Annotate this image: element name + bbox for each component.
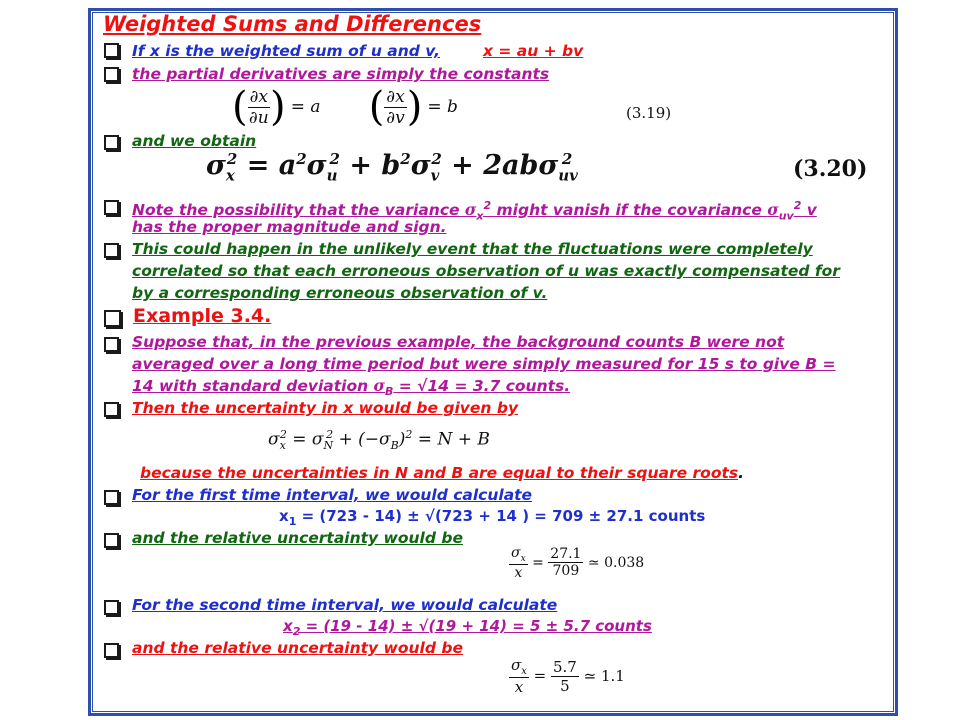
bullet-9: For the first time interval, we would calculate (132, 486, 533, 504)
x1-equation (279, 507, 705, 528)
rel1-res: ≃ 0.038 (583, 554, 645, 571)
eq320-label: (3.20) (793, 156, 868, 182)
bullet-2: the partial derivatives are simply the constants (132, 65, 550, 83)
eqb-sq: 2 (279, 428, 287, 441)
checkbox-bullet-icon (104, 402, 119, 417)
rel1-num: σ (511, 545, 521, 561)
x2-sub: 2 (292, 625, 301, 638)
eq319-label: (3.19) (626, 104, 672, 122)
eq319-den2: ∂v (386, 107, 405, 128)
eqb-d: ) (398, 429, 406, 450)
bullet-1-text: If x is the weighted sum of u and v, (132, 42, 441, 60)
equation-3-20: $\sigma_x^2 = a^2\sigma_u^2 + b^2\sigma_v^2 + 2ab\sigma_{uv}^2$ (206, 150, 578, 185)
example-heading: Example 3.4. (133, 305, 272, 327)
bullet-1 (132, 40, 440, 62)
b4-text-c: v (801, 201, 817, 220)
b4-sub-1: x (476, 209, 484, 223)
rel2-fden: 5 (560, 676, 570, 695)
rel2-num: σ (511, 656, 522, 674)
bullet-1-equation: x = au + bv (483, 42, 584, 60)
bullet-10: and the relative uncertainty would be (132, 529, 463, 547)
checkbox-bullet-icon (104, 67, 119, 82)
eqb-sub3: B (390, 439, 399, 453)
rel1-fnum: 27.1 (550, 546, 582, 563)
checkbox-bullet-icon (104, 600, 119, 615)
bullet-7-line-1: Suppose that, in the previous example, the background counts B were not (132, 333, 785, 351)
checkbox-bullet-icon (104, 243, 119, 258)
rel2-eq: = (528, 666, 551, 685)
eq320-t2-sub: v (430, 166, 440, 185)
rel2-num-sub: x (521, 666, 527, 677)
eq319-num2: ∂x (386, 86, 405, 107)
rel2-res: ≃ 1.1 (578, 667, 625, 685)
eq320-t3-sub: uv (558, 166, 578, 185)
rel1-num-sub: x (520, 553, 526, 564)
checkbox-bullet-icon (104, 310, 121, 327)
b4-sigma-1: σ (464, 200, 477, 220)
eq320-lhs: σ (206, 150, 226, 181)
eq320-t2: σ (410, 150, 431, 181)
eq319-num1: ∂x (249, 86, 268, 107)
b4-sup-2: 2 (793, 199, 802, 212)
eq319-rhs2: = b (427, 97, 458, 117)
because-text: because the uncertainties in N and B are equal to their square roots (140, 464, 739, 482)
x2-b: = (19 - 14) ± √(19 + 14) = 5 ± 5.7 counts (300, 617, 652, 635)
checkbox-bullet-icon (104, 200, 119, 215)
b4-sub-2: uv (778, 209, 794, 223)
eq320-plus1: + b (339, 150, 401, 181)
eq320-lhs-sub: x (225, 166, 235, 185)
bullet-5-line-1: This could happen in the unlikely event that the fluctuations were completely (132, 240, 813, 258)
eq319-den1: ∂u (248, 107, 269, 128)
b7-text-b: = √14 = 3.7 counts. (393, 377, 571, 395)
rel1-eq: = (527, 554, 549, 571)
x2-equation (283, 617, 652, 638)
rel1-den: x (514, 564, 523, 581)
rel2-fnum: 5.7 (553, 657, 577, 676)
eq320-plus2: + 2abσ (441, 150, 559, 181)
because-dot: . (738, 464, 744, 482)
b4-sup-1: 2 (483, 199, 492, 212)
x1-sub: 1 (288, 515, 297, 528)
bullet-7-line-2: averaged over a long time period but were simply measured for 15 s to give B = (132, 355, 836, 373)
relative-uncertainty-2 (509, 656, 625, 696)
bullet-5-line-2: correlated so that each erroneous observation of u was exactly compensated for (132, 262, 840, 280)
eqb-sub2: N (323, 439, 334, 453)
checkbox-bullet-icon (104, 533, 119, 548)
b4-text-b: might vanish if the covariance (491, 201, 768, 220)
bullet-8: Then the uncertainty in x would be given by (132, 399, 519, 417)
eqb-sub1: x (279, 439, 286, 453)
x2-a: x (283, 617, 293, 635)
eq320-t1-sub: u (326, 166, 338, 185)
because-line (140, 462, 744, 484)
bullet-12: and the relative uncertainty would be (132, 639, 463, 657)
eqb-sigma: σ (268, 429, 280, 450)
bullet-5-line-3: by a corresponding erroneous observation of v. (132, 284, 548, 302)
eqb-b: = σ (286, 429, 324, 450)
b4-sigma-2: σ (767, 200, 779, 220)
x1-b: = (723 - 14) ± √(723 + 14 ) = 709 ± 27.1 counts (296, 507, 706, 525)
bullet-11: For the second time interval, we would calculate (132, 596, 558, 614)
b7-text-a: 14 with standard deviation (132, 377, 374, 395)
checkbox-bullet-icon (104, 43, 119, 58)
bullet-4-line-2: has the proper magnitude and sign. (132, 218, 447, 236)
b7-sub: B (384, 385, 394, 399)
eq320-sq: 2 (226, 150, 238, 168)
relative-uncertainty-1 (509, 545, 644, 581)
checkbox-bullet-icon (104, 643, 119, 658)
rel1-fden: 709 (552, 563, 580, 580)
b7-sigma: σ (373, 376, 385, 395)
checkbox-bullet-icon (104, 135, 119, 150)
checkbox-bullet-icon (104, 490, 119, 505)
b4-text-a: Note the possibility that the variance (132, 201, 465, 220)
equation-sigma-x: $\sigma_x^2 = \sigma_N^2 + (-\sigma_B)^2 = N + B$ (268, 428, 490, 453)
eq320-eq: = a (237, 150, 297, 181)
bullet-3: and we obtain (132, 132, 257, 150)
checkbox-bullet-icon (104, 337, 119, 352)
eq320-t1: σ (306, 150, 327, 181)
rel2-den: x (514, 678, 524, 696)
page-title: Weighted Sums and Differences (103, 12, 482, 36)
eq319-rhs1: = a (290, 97, 321, 117)
x1-a: x (279, 507, 289, 525)
eqb-e: = N + B (412, 429, 490, 450)
equation-3-19: ( $\frac{\partial x}{\partial u}$ ) = a ( $\frac{\partial x}{\partial v}$ ) = b (232, 84, 458, 130)
eqb-c: + (−σ (333, 429, 391, 450)
